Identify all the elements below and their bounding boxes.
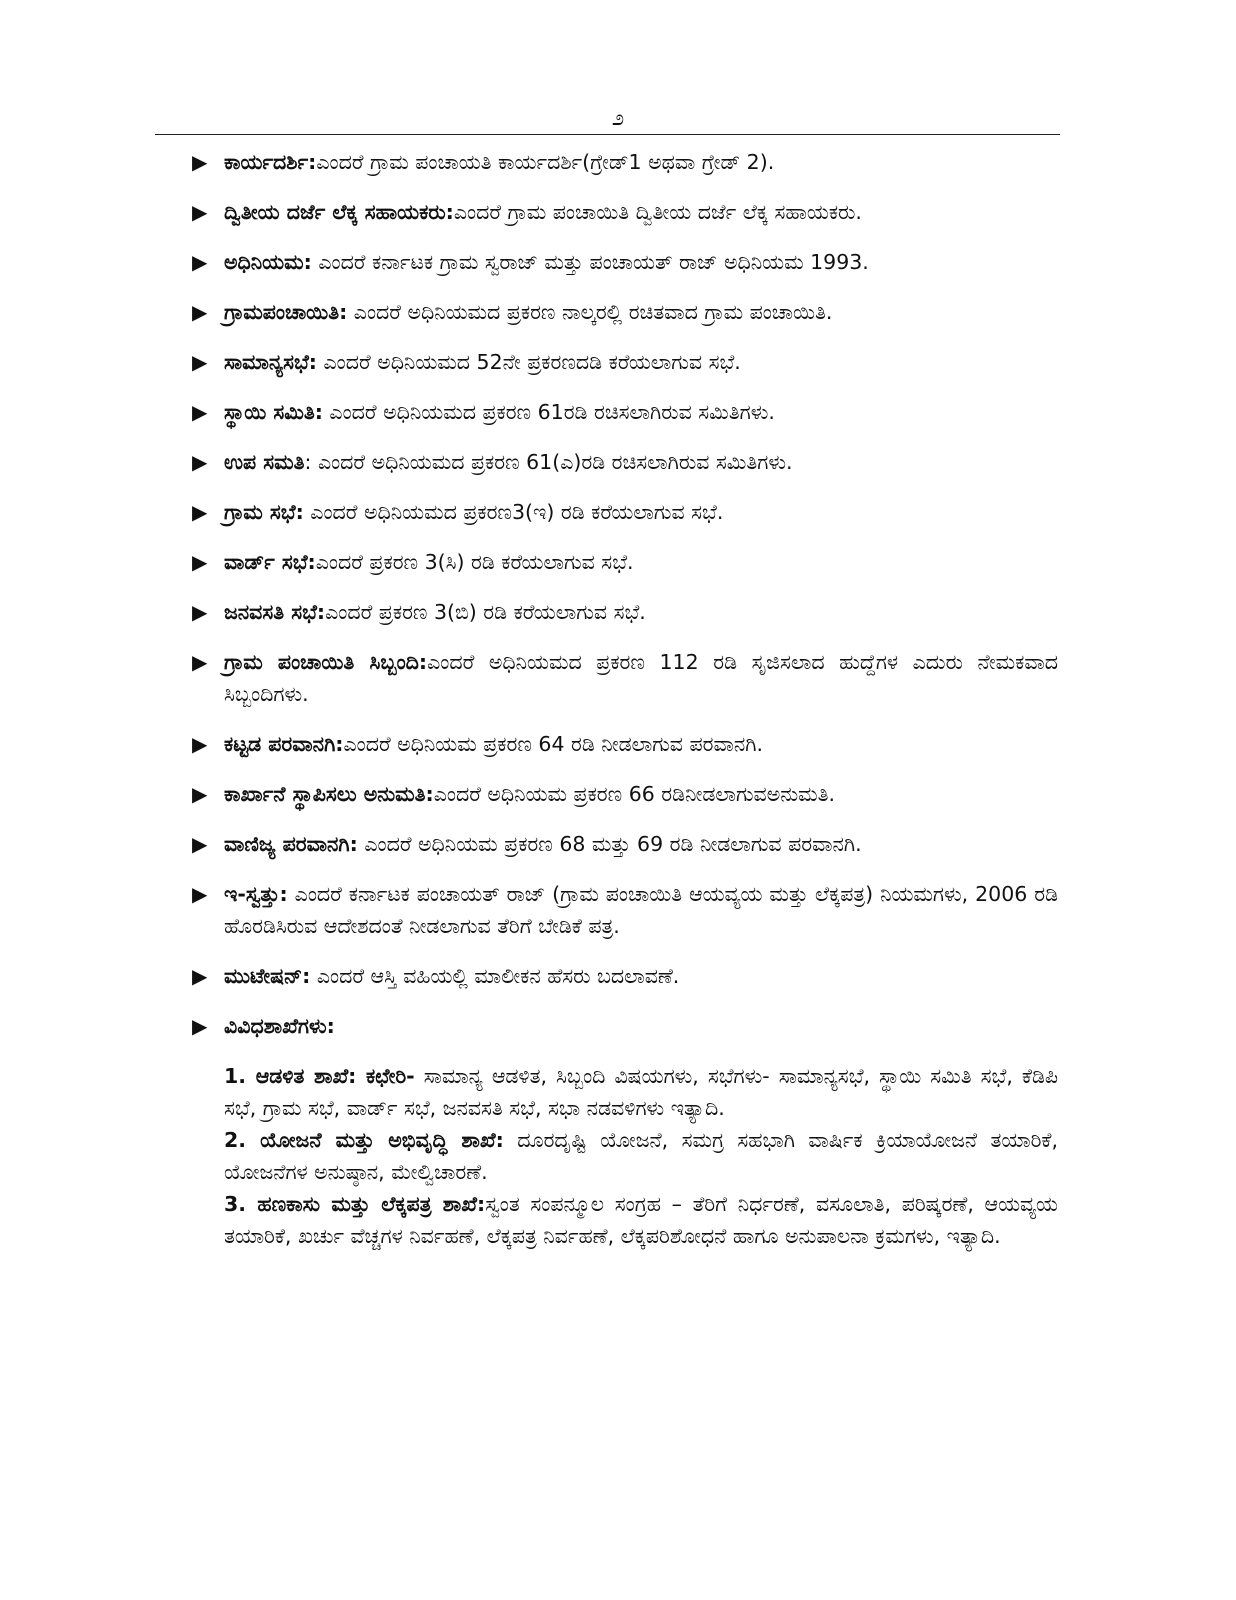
triangle-bullet-icon: ▶ xyxy=(192,200,208,224)
term-definition: ಎಂದರೆ ಕರ್ನಾಟಕ ಗ್ರಾಮ ಸ್ವರಾಜ್ ಮತ್ತು ಪಂಚಾಯತ್ ರಾಜ್ ಅಧಿನಿಯಮ 1993. xyxy=(311,250,869,274)
list-item xyxy=(192,546,1058,578)
term-label: ದ್ವಿತೀಯ ದರ್ಜೆ ಲೆಕ್ಕ ಸಹಾಯಕರು: xyxy=(224,200,454,224)
term-label: ಗ್ರಾಮ ಪಂಚಾಯಿತಿ ಸಿಬ್ಬಂದಿ: xyxy=(224,650,428,674)
section-heading: ವಿವಿಧಶಾಖೆಗಳು: xyxy=(224,1014,335,1038)
triangle-bullet-icon: ▶ xyxy=(192,400,208,424)
term-definition: ಎಂದರೆ ಅಧಿನಿಯಮದ ಪ್ರಕರಣ 61ರಡಿ ರಚಿಸಲಾಗಿರುವ ಸಮಿತಿಗಳು. xyxy=(322,400,775,424)
term-definition: ಎಂದರೆ ಅಧಿನಿಯಮ ಪ್ರಕರಣ 68 ಮತ್ತು 69 ರಡಿ ನೀಡಲಾಗುವ ಪರವಾನಗಿ. xyxy=(357,832,862,856)
list-item xyxy=(192,828,1058,860)
term-definition: : ಎಂದರೆ ಅಧಿನಿಯಮದ ಪ್ರಕರಣ 61(ಎ)ರಡಿ ರಚಿಸಲಾಗಿರುವ ಸಮಿತಿಗಳು. xyxy=(304,450,793,474)
page-number: ೨ xyxy=(611,106,625,131)
term-definition: ಎಂದರೆ ಕರ್ನಾಟಕ ಪಂಚಾಯತ್ ರಾಜ್ (ಗ್ರಾಮ ಪಂಚಾಯಿತಿ ಆಯವ್ಯಯ ಮತ್ತು ಲೆಕ್ಕಪತ್ರ) ನಿಯಮಗಳು, 2006 ರಡಿ ಹೊರಡಿಸಿರುವ ಆದೇಶದಂತೆ ನೀಡಲಾಗುವ ತೆರಿಗೆ ಬೇಡಿಕೆ ಪತ್ರ. xyxy=(224,882,1058,938)
branch-item xyxy=(224,1060,1058,1124)
term-label: ಅಧಿನಿಯಮ: xyxy=(224,250,312,274)
triangle-bullet-icon: ▶ xyxy=(192,450,208,474)
triangle-bullet-icon: ▶ xyxy=(192,300,208,324)
term-definition: ಎಂದರೆ ಅಧಿನಿಯಮದ 52ನೇ ಪ್ರಕರಣದಡಿ ಕರೆಯಲಾಗುವ ಸಭೆ. xyxy=(317,350,741,374)
list-item xyxy=(192,778,1058,810)
term-definition: ಎಂದರೆ ಅಧಿನಿಯಮದ ಪ್ರಕರಣ 112 ರಡಿ ಸೃಜಿಸಲಾದ ಹುದ್ದೆಗಳ ಎದುರು ನೇಮಕವಾದ ಸಿಬ್ಬಂದಿಗಳು. xyxy=(224,650,1058,706)
branch-definition: ಸಾಮಾನ್ಯ ಆಡಳಿತ, ಸಿಬ್ಬಂದಿ ವಿಷಯಗಳು, ಸಭೆಗಳು- ಸಾಮಾನ್ಯಸಭೆ, ಸ್ಥಾಯಿ ಸಮಿತಿ ಸಭೆ, ಕೆಡಿಪಿ ಸಭೆ, ಗ್ರಾಮ ಸಭೆ, ವಾರ್ಡ್ ಸಭೆ, ಜನವಸತಿ ಸಭೆ, ಸಭಾ ನಡವಳಿಗಳು ಇತ್ಯಾದಿ. xyxy=(224,1064,1059,1120)
triangle-bullet-icon: ▶ xyxy=(192,964,208,988)
term-label: ಕಾರ್ಖಾನೆ ಸ್ಥಾಪಿಸಲು ಅನುಮತಿ: xyxy=(224,782,434,806)
list-item xyxy=(192,296,1058,328)
list-item xyxy=(192,446,1058,478)
branch-term: 3. ಹಣಕಾಸು ಮತ್ತು ಲೆಕ್ಕಪತ್ರ ಶಾಖೆ: xyxy=(224,1192,486,1216)
term-definition: ಎಂದರೆ ಅಧಿನಿಯಮದ ಪ್ರಕರಣ ನಾಲ್ಕರಲ್ಲಿ ರಚಿತವಾದ ಗ್ರಾಮ ಪಂಚಾಯಿತಿ. xyxy=(347,300,833,324)
list-item xyxy=(192,728,1058,760)
term-definition: ಎಂದರೆ ಅಧಿನಿಯಮದ ಪ್ರಕರಣ3(ಇ) ರಡಿ ಕರೆಯಲಾಗುವ ಸಭೆ. xyxy=(303,500,724,524)
triangle-bullet-icon: ▶ xyxy=(192,500,208,524)
list-item xyxy=(192,396,1058,428)
triangle-bullet-icon: ▶ xyxy=(192,1014,208,1038)
triangle-bullet-icon: ▶ xyxy=(192,732,208,756)
branch-definition: ಸ್ವಂತ ಸಂಪನ್ಮೂಲ ಸಂಗ್ರಹ – ತೆರಿಗೆ ನಿರ್ಧರಣೆ, ವಸೂಲಾತಿ, ಪರಿಷ್ಕರಣೆ, ಆಯವ್ಯಯ ತಯಾರಿಕೆ, ಖರ್ಚು ವೆಚ್ಚಗಳ ನಿರ್ವಹಣೆ, ಲೆಕ್ಕಪತ್ರ ನಿರ್ವಹಣೆ, ಲೆಕ್ಕಪರಿಶೋಧನೆ ಹಾಗೂ ಅನುಪಾಲನಾ ಕ್ರಮಗಳು, ಇತ್ಯಾದಿ. xyxy=(224,1192,1058,1248)
term-label: ವಾರ್ಡ್ ಸಭೆ: xyxy=(224,550,316,574)
list-item xyxy=(192,146,1058,178)
triangle-bullet-icon: ▶ xyxy=(192,832,208,856)
term-label: ಜನವಸತಿ ಸಭೆ: xyxy=(224,600,326,624)
list-item xyxy=(192,246,1058,278)
triangle-bullet-icon: ▶ xyxy=(192,782,208,806)
term-definition: ಎಂದರೆ ಅಧಿನಿಯಮ ಪ್ರಕರಣ 66 ರಡಿನೀಡಲಾಗುವಅನುಮತಿ. xyxy=(433,782,836,806)
triangle-bullet-icon: ▶ xyxy=(192,250,208,274)
term-definition: ಎಂದರೆ ಅಧಿನಿಯಮ ಪ್ರಕರಣ 64 ರಡಿ ನೀಡಲಾಗುವ ಪರವಾನಗಿ. xyxy=(343,732,763,756)
triangle-bullet-icon: ▶ xyxy=(192,350,208,374)
triangle-bullet-icon: ▶ xyxy=(192,550,208,574)
term-label: ಗ್ರಾಮಪಂಚಾಯಿತಿ: xyxy=(224,300,348,324)
term-label: ಉಪ ಸಮತಿ xyxy=(224,450,305,474)
triangle-bullet-icon: ▶ xyxy=(192,600,208,624)
definitions-list xyxy=(192,146,1058,1252)
term-label: ಗ್ರಾಮ ಸಭೆ: xyxy=(224,500,304,524)
list-item xyxy=(192,1010,1058,1042)
term-definition: ಎಂದರೆ ಆಸ್ತಿ ವಹಿಯಲ್ಲಿ ಮಾಲೀಕನ ಹೆಸರು ಬದಲಾವಣೆ. xyxy=(310,964,680,988)
triangle-bullet-icon: ▶ xyxy=(192,150,208,174)
term-definition: ಎಂದರೆ ಪ್ರಕರಣ 3(ಬಿ) ರಡಿ ಕರೆಯಲಾಗುವ ಸಭೆ. xyxy=(325,600,646,624)
term-label: ಸಾಮಾನ್ಯಸಭೆ: xyxy=(224,350,317,374)
header-rule xyxy=(155,134,1060,135)
list-item xyxy=(192,646,1058,710)
branch-term: 2. ಯೋಜನೆ ಮತ್ತು ಅಭಿವೃದ್ಧಿ ಶಾಖೆ: xyxy=(224,1128,504,1152)
list-item xyxy=(192,496,1058,528)
branch-definition: ದೂರದೃಷ್ಟಿ ಯೋಜನೆ, ಸಮಗ್ರ ಸಹಭಾಗಿ ವಾರ್ಷಿಕ ಕ್ರಿಯಾಯೋಜನೆ ತಯಾರಿಕೆ, ಯೋಜನೆಗಳ ಅನುಷ್ಠಾನ, ಮೇಲ್ವಿಚಾರಣೆ. xyxy=(224,1128,1058,1184)
term-label: ಕಾರ್ಯದರ್ಶಿ: xyxy=(224,150,317,174)
branch-item xyxy=(224,1124,1058,1188)
term-label: ವಾಣಿಜ್ಯ ಪರವಾನಗಿ: xyxy=(224,832,358,856)
term-label: ಕಟ್ಟಡ ಪರವಾನಗಿ: xyxy=(224,732,344,756)
term-label: ಸ್ಥಾಯಿ ಸಮಿತಿ: xyxy=(224,400,323,424)
term-label: ಇ-ಸ್ವತ್ತು: xyxy=(224,882,288,906)
term-definition: ಎಂದರೆ ಗ್ರಾಮ ಪಂಚಾಯತಿ ಕಾರ್ಯದರ್ಶಿ(ಗ್ರೇಡ್1 ಅಥವಾ ಗ್ರೇಡ್ 2). xyxy=(316,150,775,174)
term-definition: ಎಂದರೆ ಗ್ರಾಮ ಪಂಚಾಯಿತಿ ದ್ವಿತೀಯ ದರ್ಜೆ ಲೆಕ್ಕ ಸಹಾಯಕರು. xyxy=(453,200,862,224)
list-item xyxy=(192,596,1058,628)
list-item xyxy=(192,878,1058,942)
list-item xyxy=(192,196,1058,228)
branch-term: 1. ಆಡಳಿತ ಶಾಖೆ: ಕಛೇರಿ- xyxy=(224,1064,415,1088)
term-label: ಮುಟೇಷನ್: xyxy=(224,964,311,988)
branch-item xyxy=(224,1188,1058,1252)
term-definition: ಎಂದರೆ ಪ್ರಕರಣ 3(ಸಿ) ರಡಿ ಕರೆಯಲಾಗುವ ಸಭೆ. xyxy=(315,550,634,574)
triangle-bullet-icon: ▶ xyxy=(192,650,208,674)
list-item xyxy=(192,960,1058,992)
triangle-bullet-icon: ▶ xyxy=(192,882,208,906)
list-item xyxy=(192,346,1058,378)
